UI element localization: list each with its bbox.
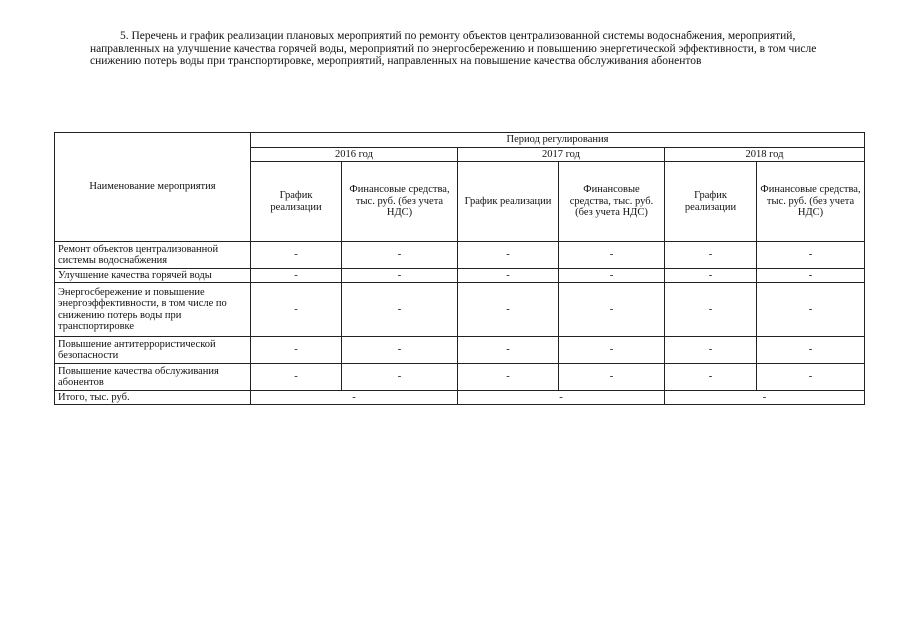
finance-cell: - [342, 283, 458, 337]
finance-header: Финансовые средства, тыс. руб. (без учета НДС) [757, 162, 865, 242]
schedule-cell: - [665, 337, 757, 364]
schedule-header: График реализации [665, 162, 757, 242]
year-header-2016: 2016 год [251, 148, 458, 162]
finance-cell: - [559, 364, 665, 391]
finance-header: Финансовые средства, тыс. руб. (без учета НДС) [559, 162, 665, 242]
section-heading-text: 5. Перечень и график реализации плановых мероприятий по ремонту объектов централизованной системы водоснабжения, мероприятий, направленных на улучшение качества горячей воды, мероприятий по энергосбережению и повышению энергетической эффективности, в том числе снижению потерь воды при транспортировке, мероприятий, направленных на повышение качества обслуживания абонентов [90, 30, 817, 68]
table-row [55, 337, 865, 364]
total-2017: - [458, 391, 665, 405]
finance-cell: - [559, 337, 665, 364]
schedule-cell: - [251, 269, 342, 283]
schedule-cell: - [665, 269, 757, 283]
schedule-cell: - [458, 364, 559, 391]
finance-cell: - [342, 269, 458, 283]
schedule-cell: - [458, 242, 559, 269]
finance-cell: - [757, 283, 865, 337]
total-label: Итого, тыс. руб. [55, 391, 251, 405]
table-row [55, 242, 865, 269]
finance-cell: - [757, 337, 865, 364]
activity-name: Энергосбережение и повышение энергоэффективности, в том числе по снижению потерь воды при транспортировке [55, 283, 251, 337]
finance-cell: - [559, 242, 665, 269]
schedule-header: График реализации [458, 162, 559, 242]
schedule-cell: - [665, 283, 757, 337]
schedule-cell: - [251, 242, 342, 269]
finance-cell: - [342, 242, 458, 269]
table-row [55, 269, 865, 283]
finance-header: Финансовые средства, тыс. руб. (без учета НДС) [342, 162, 458, 242]
name-column-header: Наименование мероприятия [55, 133, 251, 242]
section-heading [90, 30, 850, 68]
schedule-cell: - [458, 269, 559, 283]
header-row-period [55, 133, 865, 148]
schedule-cell: - [251, 337, 342, 364]
activity-name: Повышение качества обслуживания абонентов [55, 364, 251, 391]
finance-cell: - [559, 283, 665, 337]
table-row [55, 364, 865, 391]
activities-table [54, 132, 865, 405]
period-header: Период регулирования [251, 133, 865, 148]
schedule-cell: - [251, 364, 342, 391]
schedule-cell: - [458, 337, 559, 364]
schedule-cell: - [458, 283, 559, 337]
finance-cell: - [342, 364, 458, 391]
table-row [55, 283, 865, 337]
schedule-cell: - [665, 242, 757, 269]
schedule-header: График реализации [251, 162, 342, 242]
finance-cell: - [757, 364, 865, 391]
finance-cell: - [757, 242, 865, 269]
total-2018: - [665, 391, 865, 405]
total-row [55, 391, 865, 405]
finance-cell: - [559, 269, 665, 283]
finance-cell: - [757, 269, 865, 283]
year-header-2018: 2018 год [665, 148, 865, 162]
activity-name: Улучшение качества горячей воды [55, 269, 251, 283]
total-2016: - [251, 391, 458, 405]
finance-cell: - [342, 337, 458, 364]
year-header-2017: 2017 год [458, 148, 665, 162]
schedule-cell: - [665, 364, 757, 391]
activity-name: Ремонт объектов централизованной системы водоснабжения [55, 242, 251, 269]
schedule-cell: - [251, 283, 342, 337]
activity-name: Повышение антитеррористической безопасности [55, 337, 251, 364]
